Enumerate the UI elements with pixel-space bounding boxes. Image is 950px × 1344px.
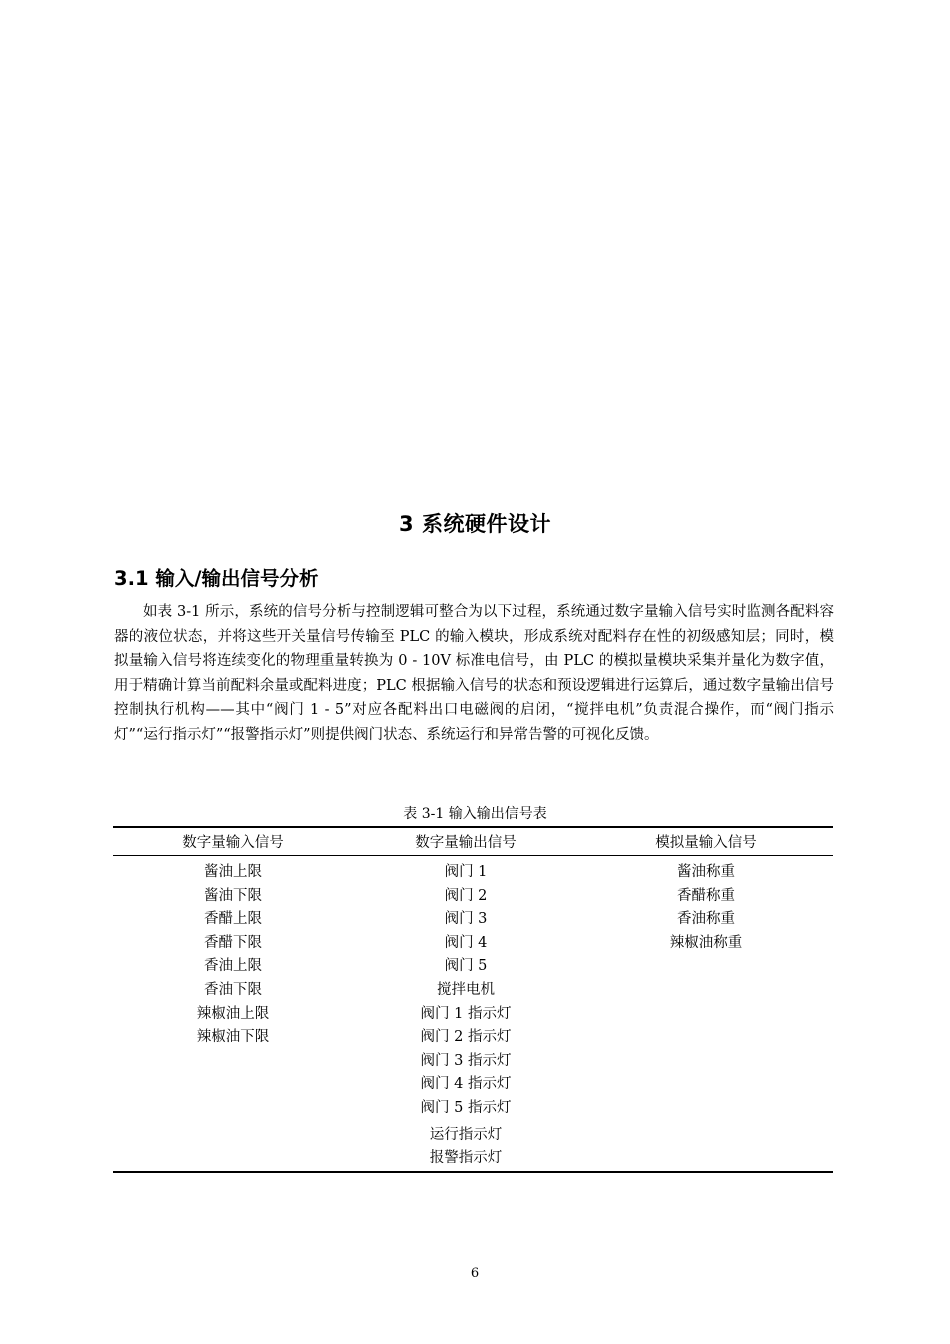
table-row [113, 1097, 833, 1121]
table-caption: 表 3-1 输入输出信号表 [403, 806, 547, 822]
digital-input-cell: 香油下限 [204, 981, 262, 998]
analog-input-cell: 辣椒油称重 [669, 934, 743, 951]
body-paragraph: 如表 3-1 所示，系统的信号分析与控制逻辑可整合为以下过程，系统通过数字量输入信号实时监测各配料容器的液位状态，并将这些开关量信号传输至 PLC 的输入模块，形成系统对配料存在性的初级感知层；同时，模拟量输入信号将连续变化的物理重量转换为 0 - 10V 标准电信号，由 PLC 的模拟量模块采集并量化为数字值，用于精确计算当前配料余量或配料进度；PLC 根据输入信号的状态和预设逻辑进行运算后，通过数字量输出信号控制执行机构——其中“阀门 1 - 5”对应各配料出口电磁阀的启闭，“搅拌电机”负责混合操作，而“阀门指示灯”“运行指示灯”“报警指示灯”则提供阀门状态、系统运行和异常告警的可视化反馈。 [114, 604, 834, 743]
analog-input-cell [579, 955, 833, 979]
digital-output-cell: 阀门 1 [444, 864, 488, 880]
table-row [113, 856, 833, 885]
digital-input-cell [113, 1097, 353, 1121]
digital-output-cell: 报警指示灯 [429, 1150, 503, 1167]
header-digital-input: 数字量输入信号 [182, 835, 284, 851]
header-analog-input: 模拟量输入信号 [655, 835, 757, 851]
analog-input-cell [579, 1003, 833, 1027]
digital-output-cell: 阀门 3 [444, 911, 488, 928]
header-digital-output: 数字量输出信号 [415, 835, 517, 851]
digital-input-cell [113, 1073, 353, 1097]
table-row [113, 955, 833, 979]
digital-input-cell: 辣椒油下限 [196, 1029, 270, 1046]
table-row [113, 1073, 833, 1097]
table-row [113, 1026, 833, 1050]
table-row [113, 1121, 833, 1148]
analog-input-cell [579, 1050, 833, 1074]
digital-output-cell: 搅拌电机 [437, 981, 495, 998]
digital-input-cell: 香醋下限 [204, 934, 262, 951]
digital-input-cell: 香醋上限 [204, 911, 262, 928]
digital-output-cell: 阀门 4 [444, 934, 488, 951]
digital-output-cell: 阀门 1 指示灯 [420, 1005, 512, 1022]
analog-input-cell [579, 1026, 833, 1050]
signal-table [113, 826, 833, 1173]
table-row [113, 885, 833, 909]
table-header-row [113, 827, 833, 856]
digital-output-cell: 阀门 2 [444, 887, 488, 904]
table-row [113, 1147, 833, 1172]
table-row [113, 908, 833, 932]
digital-output-cell: 阀门 2 指示灯 [420, 1029, 512, 1046]
analog-input-cell: 香油称重 [677, 911, 735, 928]
analog-input-cell [579, 1097, 833, 1121]
analog-input-cell [579, 1147, 833, 1172]
section-title: 3.1 输入/输出信号分析 [114, 567, 319, 590]
table-row [113, 979, 833, 1003]
table-row [113, 1003, 833, 1027]
chapter-title: 3 系统硬件设计 [399, 512, 551, 536]
analog-input-cell: 香醋称重 [677, 887, 735, 904]
digital-input-cell: 酱油上限 [204, 864, 262, 880]
analog-input-cell: 酱油称重 [677, 864, 735, 880]
digital-input-cell: 酱油下限 [204, 887, 262, 904]
table-row [113, 932, 833, 956]
digital-output-cell: 阀门 4 指示灯 [420, 1076, 512, 1093]
analog-input-cell [579, 979, 833, 1003]
digital-input-cell [113, 1050, 353, 1074]
analog-input-cell [579, 1073, 833, 1097]
digital-input-cell: 香油上限 [204, 958, 262, 975]
digital-input-cell [113, 1121, 353, 1148]
digital-output-cell: 阀门 5 [444, 958, 488, 975]
digital-output-cell: 阀门 5 指示灯 [420, 1099, 512, 1116]
page-number: 6 [470, 1266, 480, 1281]
table-row [113, 1050, 833, 1074]
digital-output-cell: 运行指示灯 [429, 1126, 503, 1143]
digital-input-cell [113, 1147, 353, 1172]
digital-input-cell: 辣椒油上限 [196, 1005, 270, 1022]
digital-output-cell: 阀门 3 指示灯 [420, 1052, 512, 1069]
analog-input-cell [579, 1121, 833, 1148]
